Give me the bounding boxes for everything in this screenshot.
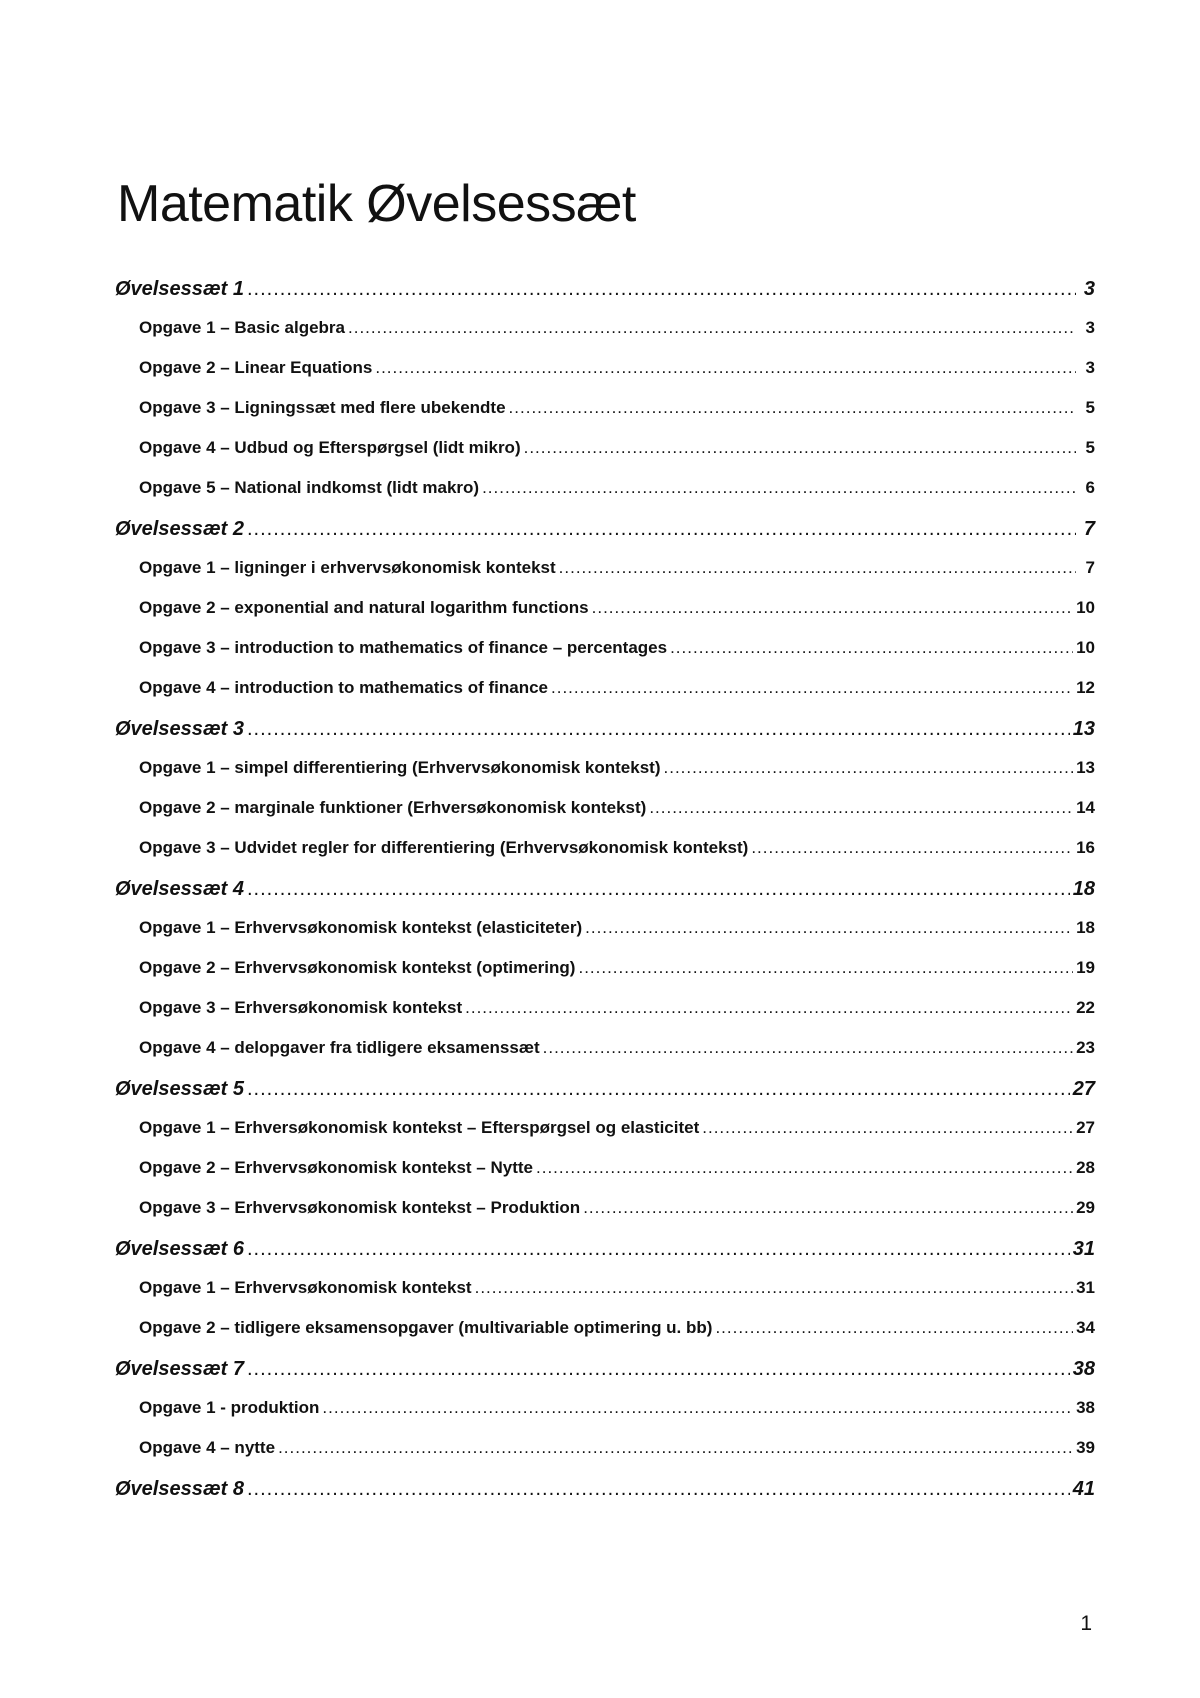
- toc-leader-dots: [524, 438, 1076, 458]
- toc-leader-dots: [578, 958, 1073, 978]
- toc-entry-label: Opgave 2 – Erhvervsøkonomisk kontekst – Nytte: [139, 1158, 533, 1177]
- toc-entry-page-number: 38: [1076, 1398, 1095, 1417]
- toc-entry-page-number: 10: [1076, 638, 1095, 657]
- toc-entry-label: Øvelsessæt 4: [115, 878, 244, 900]
- toc-subsection-entry[interactable]: [115, 398, 1095, 438]
- toc-entry-label: Øvelsessæt 2: [115, 518, 244, 540]
- toc-entry-page-number: 3: [1083, 278, 1095, 300]
- toc-leader-dots: [649, 798, 1073, 818]
- toc-leader-dots: [551, 678, 1073, 698]
- toc-leader-dots: [670, 638, 1073, 658]
- toc-section-entry[interactable]: [115, 718, 1095, 758]
- toc-leader-dots: [348, 318, 1076, 338]
- toc-leader-dots: [702, 1118, 1073, 1138]
- toc-entry-label: Opgave 3 – Erhvervsøkonomisk kontekst – Produktion: [139, 1198, 581, 1217]
- toc-entry-page-number: 10: [1076, 598, 1095, 617]
- toc-subsection-entry[interactable]: [115, 1158, 1095, 1198]
- toc-entry-label: Opgave 3 – introduction to mathematics of finance – percentages: [139, 638, 668, 657]
- toc-leader-dots: [247, 278, 1076, 301]
- toc-entry-label: Opgave 2 – Erhvervsøkonomisk kontekst (optimering): [139, 958, 576, 977]
- toc-leader-dots: [592, 598, 1073, 618]
- toc-entry-label: Øvelsessæt 5: [115, 1078, 244, 1100]
- toc-entry-label: Opgave 4 – Udbud og Efterspørgsel (lidt mikro): [139, 438, 521, 457]
- toc-entry-label: Opgave 3 – Ligningssæt med flere ubekendte: [139, 398, 506, 417]
- toc-leader-dots: [247, 1078, 1070, 1101]
- toc-subsection-entry[interactable]: [115, 438, 1095, 478]
- toc-entry-page-number: 31: [1076, 1278, 1095, 1297]
- toc-entry-page-number: 19: [1076, 958, 1095, 977]
- toc-leader-dots: [585, 918, 1073, 938]
- toc-entry-label: Øvelsessæt 6: [115, 1238, 244, 1260]
- toc-subsection-entry[interactable]: [115, 758, 1095, 798]
- toc-leader-dots: [465, 998, 1073, 1018]
- toc-leader-dots: [559, 558, 1076, 578]
- toc-leader-dots: [751, 838, 1073, 858]
- toc-entry-label: Opgave 1 – Erhvervsøkonomisk kontekst: [139, 1278, 472, 1297]
- toc-entry-page-number: 6: [1085, 478, 1095, 497]
- toc-entry-page-number: 18: [1072, 878, 1095, 900]
- toc-subsection-entry[interactable]: [115, 638, 1095, 678]
- toc-entry-page-number: 29: [1076, 1198, 1095, 1217]
- toc-leader-dots: [482, 478, 1076, 498]
- toc-leader-dots: [247, 718, 1070, 741]
- toc-leader-dots: [247, 878, 1070, 901]
- toc-entry-page-number: 13: [1076, 758, 1095, 777]
- toc-subsection-entry[interactable]: [115, 358, 1095, 398]
- toc-entry-label: Opgave 2 – exponential and natural logarithm functions: [139, 598, 589, 617]
- toc-entry-label: Opgave 3 – Erhversøkonomisk kontekst: [139, 998, 463, 1017]
- toc-subsection-entry[interactable]: [115, 838, 1095, 878]
- toc-entry-page-number: 18: [1076, 918, 1095, 937]
- toc-leader-dots: [509, 398, 1076, 418]
- toc-leader-dots: [247, 1238, 1070, 1261]
- toc-entry-page-number: 27: [1072, 1078, 1095, 1100]
- toc-entry-label: Opgave 5 – National indkomst (lidt makro): [139, 478, 480, 497]
- toc-leader-dots: [583, 1198, 1073, 1218]
- toc-entry-page-number: 34: [1076, 1318, 1095, 1337]
- toc-entry-label: Øvelsessæt 1: [115, 278, 244, 300]
- toc-subsection-entry[interactable]: [115, 1038, 1095, 1078]
- toc-entry-label: Opgave 1 – Erhvervsøkonomisk kontekst (elasticiteter): [139, 918, 583, 937]
- toc-section-entry[interactable]: [115, 278, 1095, 318]
- toc-entry-label: Opgave 2 – marginale funktioner (Erhversøkonomisk kontekst): [139, 798, 647, 817]
- toc-leader-dots: [247, 518, 1076, 541]
- toc-entry-page-number: 7: [1085, 558, 1095, 577]
- toc-entry-label: Opgave 4 – introduction to mathematics of finance: [139, 678, 549, 697]
- toc-entry-label: Opgave 2 – tidligere eksamensopgaver (multivariable optimering u. bb): [139, 1318, 713, 1337]
- toc-entry-page-number: 5: [1085, 438, 1095, 457]
- toc-entry-label: Opgave 1 – Basic algebra: [139, 318, 345, 337]
- toc-entry-label: Opgave 2 – Linear Equations: [139, 358, 373, 377]
- toc-entry-page-number: 22: [1076, 998, 1095, 1017]
- toc-entry-page-number: 5: [1085, 398, 1095, 417]
- toc-entry-page-number: 28: [1076, 1158, 1095, 1177]
- toc-entry-page-number: 13: [1072, 718, 1095, 740]
- toc-subsection-entry[interactable]: [115, 678, 1095, 718]
- toc-leader-dots: [247, 1358, 1070, 1381]
- toc-entry-page-number: 31: [1072, 1238, 1095, 1260]
- toc-entry-label: Øvelsessæt 8: [115, 1478, 244, 1500]
- toc-entry-page-number: 27: [1076, 1118, 1095, 1137]
- toc-subsection-entry[interactable]: [115, 318, 1095, 358]
- toc-entry-page-number: 12: [1076, 678, 1095, 697]
- toc-entry-page-number: 14: [1076, 798, 1095, 817]
- toc-entry-label: Opgave 4 – nytte: [139, 1438, 276, 1457]
- toc-leader-dots: [278, 1438, 1073, 1458]
- toc-subsection-entry[interactable]: [115, 1198, 1095, 1238]
- toc-subsection-entry[interactable]: [115, 558, 1095, 598]
- toc-entry-label: Opgave 1 – ligninger i erhvervsøkonomisk kontekst: [139, 558, 556, 577]
- toc-entry-page-number: 23: [1076, 1038, 1095, 1057]
- toc-subsection-entry[interactable]: [115, 998, 1095, 1038]
- toc-entry-label: Opgave 3 – Udvidet regler for differentiering (Erhvervsøkonomisk kontekst): [139, 838, 749, 857]
- toc-section-entry[interactable]: [115, 878, 1095, 918]
- toc-entry-page-number: 16: [1076, 838, 1095, 857]
- toc-section-entry[interactable]: [115, 1358, 1095, 1398]
- toc-subsection-entry[interactable]: [115, 478, 1095, 518]
- toc-subsection-entry[interactable]: [115, 598, 1095, 638]
- toc-leader-dots: [322, 1398, 1073, 1418]
- toc-entry-page-number: 3: [1085, 318, 1095, 337]
- toc-subsection-entry[interactable]: [115, 1278, 1095, 1318]
- toc-entry-page-number: 39: [1076, 1438, 1095, 1457]
- toc-subsection-entry[interactable]: [115, 1438, 1095, 1478]
- toc-entry-page-number: 7: [1083, 518, 1095, 540]
- toc-subsection-entry[interactable]: [115, 1398, 1095, 1438]
- toc-section-entry[interactable]: [115, 1078, 1095, 1118]
- toc-subsection-entry[interactable]: [115, 1318, 1095, 1358]
- toc-entry-label: Øvelsessæt 7: [115, 1358, 244, 1380]
- toc-leader-dots: [375, 358, 1076, 378]
- toc-subsection-entry[interactable]: [115, 918, 1095, 958]
- toc-leader-dots: [475, 1278, 1073, 1298]
- toc-entry-label: Opgave 1 – simpel differentiering (Erhvervsøkonomisk kontekst): [139, 758, 661, 777]
- document-title: Matematik Øvelsessæt: [117, 175, 636, 233]
- page-number: 1: [1080, 1612, 1092, 1635]
- toc-subsection-entry[interactable]: [115, 798, 1095, 838]
- table-of-contents: [115, 278, 1095, 1518]
- toc-section-entry[interactable]: [115, 518, 1095, 558]
- toc-leader-dots: [247, 1478, 1070, 1501]
- toc-leader-dots: [536, 1158, 1073, 1178]
- toc-leader-dots: [664, 758, 1074, 778]
- toc-section-entry[interactable]: [115, 1238, 1095, 1278]
- toc-entry-label: Opgave 1 – Erhversøkonomisk kontekst – Efterspørgsel og elasticitet: [139, 1118, 700, 1137]
- toc-leader-dots: [543, 1038, 1073, 1058]
- toc-entry-label: Opgave 1 - produktion: [139, 1398, 320, 1417]
- toc-leader-dots: [715, 1318, 1073, 1338]
- toc-section-entry[interactable]: [115, 1478, 1095, 1518]
- toc-entry-page-number: 3: [1085, 358, 1095, 377]
- toc-entry-page-number: 41: [1072, 1478, 1095, 1500]
- toc-subsection-entry[interactable]: [115, 958, 1095, 998]
- toc-entry-page-number: 38: [1072, 1358, 1095, 1380]
- toc-entry-label: Opgave 4 – delopgaver fra tidligere eksamenssæt: [139, 1038, 540, 1057]
- toc-subsection-entry[interactable]: [115, 1118, 1095, 1158]
- toc-entry-label: Øvelsessæt 3: [115, 718, 244, 740]
